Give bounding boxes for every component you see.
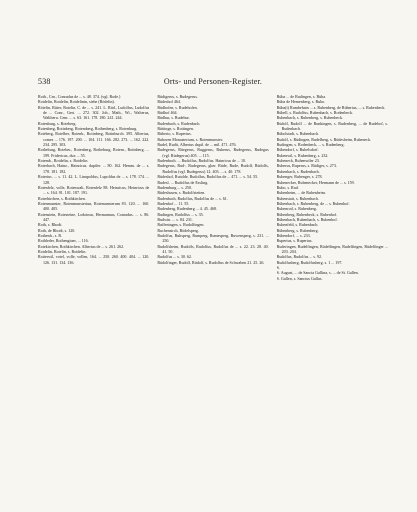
register-entry: Rübendorf, ... s. 233. bbox=[276, 232, 311, 238]
register-entry: Rudingen, s. Rodenbeck, ... s. Rudenberg. bbox=[276, 142, 345, 148]
register-entry: Rudel, Rudit, Albertus dapif. de ... mil. 471. 476. bbox=[157, 142, 237, 148]
register-entry: Rubenheim, ... de Rubenheim. bbox=[276, 190, 326, 196]
register-entry: Rudolfus, Ruhsperg, Rumperg, Rumesperg, Ruwensperg, s. 231. ... 250. bbox=[157, 232, 269, 244]
register-entry: Rudesl. ... Rudolfus de Essling. bbox=[157, 179, 209, 185]
register-entry: Roth., Cnr., Conradus de ... s. 48. 374. (vgl. Rode.) bbox=[38, 94, 121, 99]
register-entry: Rüdeshof, Rutolde, Rudolfus, Rudolfus de ... 471. ... s. 54. 55. bbox=[157, 174, 259, 180]
register-entry: Rudenberg, Rudenberg ... 4. 45. 468. bbox=[157, 206, 217, 212]
page-number: 538 bbox=[38, 77, 51, 86]
register-entry: Ruberus, Ruperus, s. Rüdiger, s. 273. bbox=[276, 163, 337, 169]
register-entry: Rubenwil, s. Rubenberg, s. 232. bbox=[276, 152, 329, 158]
register-entry: Rübenberg, s. Rubenberg. bbox=[276, 227, 319, 233]
register-entry: Rüdeshusen, s. Rudolfstetten. bbox=[157, 190, 206, 196]
register-entry: Rüba(i) Rumbehain ... s. Rubenberg, de Rüberius, ... s. Rubenbeck. bbox=[276, 104, 386, 110]
register-entry: S. Gallen, s. Sanctus Gallus. bbox=[276, 275, 323, 281]
register-entry: Rübenbach, Rubenbach, s. Rubenhof. bbox=[276, 216, 338, 222]
register-entry: Rudegerus, Rüegerus, Ruggerus, Rukerus, Rudegerus, Rudegus (vgl. Rüdegerus) 405. ... 115. bbox=[157, 147, 269, 158]
register-entry: Rotenburg, s. Roteberg. bbox=[38, 120, 77, 126]
register-entry: Rüttinge, s. Rottingen. bbox=[157, 126, 194, 132]
register-entry: Ruffeningen, s. Rudolfingen. bbox=[157, 222, 205, 228]
register-entry: Rubenecker, Rubenecker, Hermann de ... s. 159. bbox=[276, 179, 355, 185]
register-entry: Rüdigerus, s. Rudegerus. bbox=[157, 94, 198, 99]
register-entry: Ruboren Monasterium, s. Rotenmunster. bbox=[157, 136, 223, 142]
register-entry: Rudenbach, s. Rudenbach. bbox=[157, 120, 201, 126]
register-entry: Rotdelin, Rotelin, s. Rotdelin. bbox=[38, 248, 87, 254]
register-entry: Rüdhofen, s. Rudehofen. bbox=[157, 104, 198, 110]
register-entry: Rudegerus, Rud-, Rudegerus, gher. Rüde, Rude, Rudolf, Rüdolfs, Rudolfus (vgl. Rudegerus) 12. 403. ... s. 40. 178. bbox=[157, 163, 269, 174]
register-entry: Rudolfsheim, Rudolfs, Rudolfus, Rudolfus de ... s. 22. 23. 28. 40. 41. 50. bbox=[157, 243, 269, 254]
register-entry: Rotenstein, Rotesteine, Lodoinus, Hermannus, Conradus. ... s. 86. 447. bbox=[38, 211, 150, 222]
register-entry: Rötelin, Ritter, Rotelin, C. de ... s. 241. L. Rüd., Ludolfus, Ludolfus de ... Conr., Gert. ... 272. 302. Joh., Math., Wi., Walterus, Waltheru. Cenr. ... s. 63. 161. 178. 180. 241. 244. bbox=[38, 104, 150, 121]
register-entry: Rüdeshof 464. bbox=[157, 99, 181, 105]
register-entry: Rudingen, Rudolfus ... s. 35. bbox=[157, 211, 204, 217]
register-entry: Rotekirchen, Rothkirchen. Albertus de ... s. 261. 262. bbox=[38, 243, 125, 249]
register-entry: Rothenh., s. R. bbox=[38, 232, 63, 238]
register-entry: Roth, s. Rhodt. bbox=[38, 222, 63, 228]
register-columns bbox=[38, 94, 388, 484]
register-entry: Rudolfus, Rudolfus ... s. 92. bbox=[276, 254, 323, 260]
register-entry: Rübendorf, s. Rubelsdorf. bbox=[276, 147, 319, 153]
register-entry: Rotenmunster, Rotenmunsteriun, Rotemunsterum 83. 120. ... 160. 400. 405. bbox=[38, 200, 150, 212]
register-entry: Rotdelin, Rotdelin, Rotdelinin, siehe (Rödelin). bbox=[38, 99, 115, 105]
register-entry: Rüberto, s. Rupertus. bbox=[157, 131, 192, 137]
register-entry: Ruderingen, Rudelfingen, Rüdelfingen, Rudelfingen, Rüdelfinger ... 203. 204. bbox=[276, 243, 388, 254]
register-entry: Rotrehirchen, s. Rothkirchen. bbox=[38, 195, 86, 201]
register-entry: Roteberg, Rotelber, Rotenb., Rotinberg, Rotinburch. 395. Albertus, comes ... 176. 197. 200. ... 104. 111. 166. 282. 273. ... 162. 222. 234. 295. 303. bbox=[38, 131, 150, 148]
register-entry: Rudwin. ... s. 84. 231. bbox=[157, 216, 193, 222]
register-entry: Rubenger, Rubenger, s. 278. bbox=[276, 174, 323, 180]
register-column-middle bbox=[157, 94, 268, 484]
register-entry: Rübolstadt, s. Rubenbach. bbox=[276, 131, 320, 137]
register-entry: Roth, de Rhodt, s. 120. bbox=[38, 227, 76, 233]
register-entry: Rüba ... de Rudingen, s. Rüba. bbox=[276, 94, 327, 99]
register-entry: Rudemburg ... s. 250. bbox=[157, 184, 193, 190]
register-entry: S. bbox=[276, 265, 280, 270]
register-entry: Rotterwil, votel, volle, vollen, 164. ... 250. 260. 400. 404. ... 120. 126. 131. 134. 136. bbox=[38, 254, 150, 265]
register-entry: Rudolf, s. Rüdingen, Rudelberg, s. Rüdesheim, Rubeneck. bbox=[276, 136, 372, 142]
page-header bbox=[38, 77, 388, 89]
register-entry: Rudenhof ... 11. 55. bbox=[157, 200, 190, 206]
register-entry: Rüdolfinger, Rudolf, Rüdolf, s. Rudolfus de Schwaben 21. 25. 26. bbox=[157, 259, 265, 265]
register-entry: Rüba de Hemenberg, s. Rubo. bbox=[276, 99, 326, 105]
register-entry: Rudolfus ... s. 30. 62. bbox=[157, 254, 192, 260]
register-entry: Rubenrod, s. Rubenberg. bbox=[276, 206, 317, 212]
register-entry: Rübell, s. Rudolfus, Rubenbach, s. Rodenbeck. bbox=[276, 110, 353, 116]
register-entry: Rotemb., Rotdelin, s. Rotdelin. bbox=[38, 158, 89, 164]
register-entry: Roteriuc. ... s. 11. 42. L. Linupoldus, Lupoldus de ... s. 178. 174. ... 128. bbox=[38, 174, 150, 185]
register-entry: Rubenbach, s. Rubenberg, s. Rubenbeck. bbox=[276, 115, 344, 121]
register-entry: Rotheburg, Roteber., Rotenberg, Rotbeburg, Rotem., Rotinberg. ... 199. Fridericus, dux ... 55. bbox=[38, 147, 150, 158]
register-column-left bbox=[38, 94, 149, 484]
register-entry: Rüdolf, Rudolf ... de Runkingen, s. Rudenberg, ... de Rudehof, s. Rudenbach. bbox=[276, 120, 388, 132]
register-entry: Rudenbach, Rudolfus, Rudolfus de ... s. 61. bbox=[157, 195, 228, 201]
register-entry: Ruhenfeld, s. Rubenbach. bbox=[276, 222, 319, 228]
register-entry: Rubeneck, Ruhenwiler 23. bbox=[276, 158, 320, 164]
page-title: Orts- und Personen-Register. bbox=[163, 77, 263, 86]
register-entry: Rotenberg, Rotinberg, Rotemberg, Rothenberg, s. Rotenburg. bbox=[38, 126, 138, 132]
register-entry: Ruchensirch, Rödelsperg. bbox=[157, 227, 199, 233]
register-entry: Rüdhur, s. Rudehur. bbox=[157, 115, 190, 121]
register-entry: Rübenbach, s. Rubenberg, de ... s. Rubenhof. bbox=[276, 200, 350, 206]
register-entry: Rübenberg, Rubenbeck, s. Rubenhof. bbox=[276, 211, 338, 217]
register-entry: Rudolfusberg, Rudolfusberg. s. 1 ... 197. bbox=[276, 259, 343, 265]
register-entry: Roterbach, Hainz., Hainricus. dapifer. ... 80. 162. Hemm. de ... s. 178. 181. 182. bbox=[38, 163, 150, 174]
register-entry: Rudenbach. ... Rudolfus, Rudolfus. Hainricus de ... 10. bbox=[157, 158, 247, 164]
register-entry: Rüdhof 464. bbox=[157, 110, 178, 116]
register-entry: Rothleder, Rothengiuer, ... 116. bbox=[38, 238, 89, 244]
register-entry: Rubenstatt, s. Rubenbach. bbox=[276, 195, 319, 201]
register-entry: Rubo, s. Rud. bbox=[276, 184, 299, 190]
register-column-right bbox=[277, 94, 388, 484]
register-entry: S. August, ... de Sancta Gallina, s. ... de St. Gallen. bbox=[276, 270, 359, 276]
register-entry: Rotenfelz, volle, Rotenwalt, Rotenfelz 88. Heinricus, Heinricus de ... s. 164. 91. 101. 187. 191. bbox=[38, 184, 150, 196]
register-entry: Rubenbach, s. Rudenbach. bbox=[276, 168, 320, 174]
register-entry: Rupertus, s. Rupertus. bbox=[276, 238, 313, 244]
